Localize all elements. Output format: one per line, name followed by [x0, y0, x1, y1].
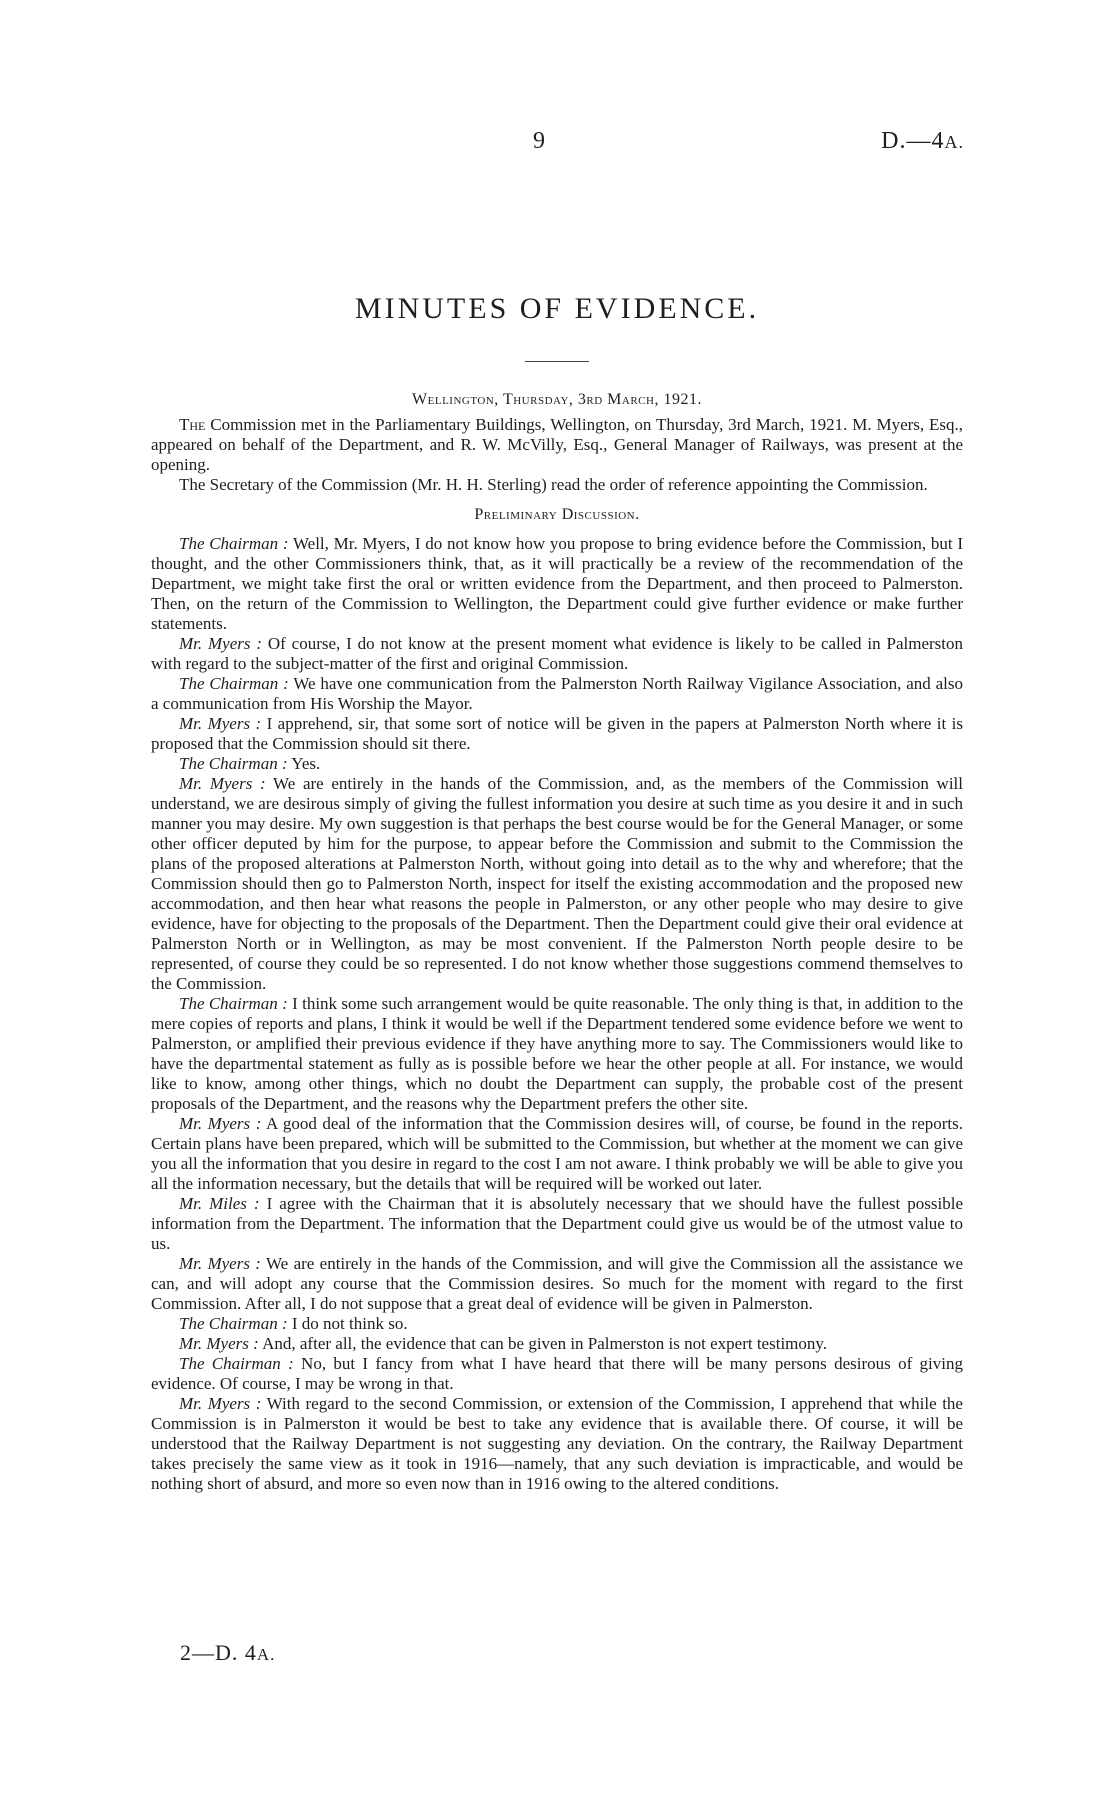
signature-suffix: A. [256, 1645, 276, 1664]
speech-text: I apprehend, sir, that some sort of notice will be given in the papers at Palmerston North where it is proposed that the Commission should sit there. [151, 714, 963, 753]
intro-lead-word: The [179, 415, 206, 434]
speaker-name: The Chairman : [179, 754, 288, 773]
dialogue-paragraph [151, 634, 963, 674]
speech-text: Well, Mr. Myers, I do not know how you propose to bring evidence before the Commission, but I thought, and the other Commissioners think, that, as it will practically be a review of the recommendation of the Department, we might take first the oral or written evidence from the Department, and then proceed to Palmerston. Then, on the return of the Commission to Wellington, the Department could give further evidence or make further statements. [151, 534, 963, 633]
speaker-name: Mr. Myers : [179, 634, 263, 653]
intro-text: The Secretary of the Commission (Mr. H. H. Sterling) read the order of reference appointing the Commission. [179, 475, 928, 494]
speaker-name: The Chairman : [179, 534, 289, 553]
speaker-name: Mr. Myers : [179, 1334, 259, 1353]
dialogue-paragraph [151, 714, 963, 754]
section-subheading: Preliminary Discussion. [474, 506, 640, 523]
doc-ref-suffix: A. [944, 132, 964, 152]
speech-text: We have one communication from the Palmerston North Railway Vigilance Association, and also a communication from His Worship the Mayor. [151, 674, 963, 713]
page-header [0, 128, 1114, 168]
speaker-name: Mr. Myers : [179, 1394, 262, 1413]
intro-text: Commission met in the Parliamentary Buildings, Wellington, on Thursday, 3rd March, 1921. M. Myers, Esq., appeared on behalf of the Department, and R. W. McVilly, Esq., General Manager of Railways, was present at the opening. [151, 415, 963, 474]
page-signature-mark [180, 1640, 275, 1666]
dialogue-paragraph [151, 1254, 963, 1314]
doc-ref-main: D.—4 [881, 128, 945, 154]
speech-text: Yes. [287, 754, 321, 773]
document-body [151, 390, 963, 1494]
speaker-name: The Chairman : [179, 674, 289, 693]
speaker-name: The Chairman : [179, 1354, 294, 1373]
speaker-name: Mr. Myers : [179, 714, 262, 733]
dialogue-paragraph [151, 1314, 963, 1334]
dialogue-paragraph [151, 1394, 963, 1494]
signature-main: 2—D. 4 [180, 1640, 257, 1665]
dialogue-paragraph [151, 774, 963, 994]
speaker-name: Mr. Myers : [179, 1114, 262, 1133]
speech-text: No, but I fancy from what I have heard that there will be many persons desirous of giving evidence. Of course, I may be wrong in that. [151, 1354, 963, 1393]
page-number: 9 [533, 128, 545, 154]
speech-text: With regard to the second Commission, or extension of the Commission, I apprehend that while the Commission is in Palmerston it would be best to take any evidence that is available there. Of course, it will be understood that the Railway Department is not suggesting any deviation. On the contrary, the Railway Department takes precisely the same view as it took in 1916—namely, that any such deviation is impracticable, and would be nothing short of absurd, and more so even now than in 1916 owing to the altered conditions. [151, 1394, 963, 1493]
intro-paragraph-1 [151, 415, 963, 475]
dialogue-paragraph [151, 754, 963, 774]
intro-paragraph-2 [151, 475, 963, 495]
speech-text: A good deal of the information that the Commission desires will, of course, be found in the reports. Certain plans have been prepared, which will be submitted to the Commission, but whether at the moment we can give you all the information that you desire in regard to the cost I am not aware. I think probably we will be able to give you all the information necessary, but the details that will be required will be worked out later. [151, 1114, 964, 1193]
dialogue-paragraph [151, 1114, 963, 1194]
speaker-name: Mr. Myers : [179, 774, 266, 793]
dateline: Wellington, Thursday, 3rd March, 1921. [412, 391, 702, 408]
speech-text: I think some such arrangement would be quite reasonable. The only thing is that, in addition to the mere copies of reports and plans, I think it would be well if the Department tendered some evidence before we went to Palmerston, or amplified their previous evidence if they have anything more to say. The Commissioners would like to have the departmental statement as fully as is possible before we hear the other people at all. For instance, we would like to know, among other things, which no doubt the Department can supply, the probable cost of the present proposals of the Department, and the reasons why the Department prefers the other site. [151, 994, 964, 1113]
dialogue-paragraph [151, 994, 963, 1114]
speaker-name: Mr. Myers : [179, 1254, 261, 1273]
page-title: MINUTES OF EVIDENCE. [354, 292, 760, 325]
dialogue-paragraph [151, 1194, 963, 1254]
speech-text: And, after all, the evidence that can be given in Palmerston is not expert testimony. [258, 1334, 828, 1353]
speech-text: We are entirely in the hands of the Commission, and will give the Commission all the assistance we can, and will adopt any course that the Commission desires. So much for the moment with regard to the first Commission. After all, I do not suppose that a great deal of evidence will be given in Palmerston. [151, 1254, 963, 1313]
speaker-name: The Chairman : [179, 1314, 288, 1333]
speech-text: Of course, I do not know at the present moment what evidence is likely to be called in Palmerston with regard to the subject-matter of the first and original Commission. [151, 634, 963, 673]
speaker-name: Mr. Miles : [179, 1194, 260, 1213]
dialogue-paragraph [151, 674, 963, 714]
title-divider [525, 361, 589, 362]
document-reference [881, 128, 964, 155]
speech-text: We are entirely in the hands of the Commission, and, as the members of the Commission will understand, we are desirous simply of giving the fullest information you desire at such time as you desire it and in such manner you may desire. My own suggestion is that perhaps the best course would be for the General Manager, or some other officer deputed by him for the purpose, to appear before the Commission and submit to the Commission the plans of the proposed alterations at Palmerston North, without going into detail as to the why and wherefore; that the Commission should then go to Palmerston North, inspect for itself the existing accommodation and the proposed new accommodation, and then hear what reasons the people in Palmerston, or any other people who may desire to give evidence, have for objecting to the proposals of the Department. Then the Department could give their oral evidence at Palmerston North or in Wellington, as may be most convenient. If the Palmerston North people desire to be represented, of course they could be so represented. I do not know whether those suggestions commend themselves to the Commission. [151, 774, 963, 993]
speaker-name: The Chairman : [179, 994, 288, 1013]
dialogue-paragraph [151, 534, 963, 634]
dialogue-paragraph [151, 1354, 963, 1394]
dialogue-paragraph [151, 1334, 963, 1354]
speech-text: I agree with the Chairman that it is absolutely necessary that we should have the fullest possible information from the Department. The information that the Department could give us would be of the utmost value to us. [151, 1194, 963, 1253]
speech-text: I do not think so. [287, 1314, 408, 1333]
